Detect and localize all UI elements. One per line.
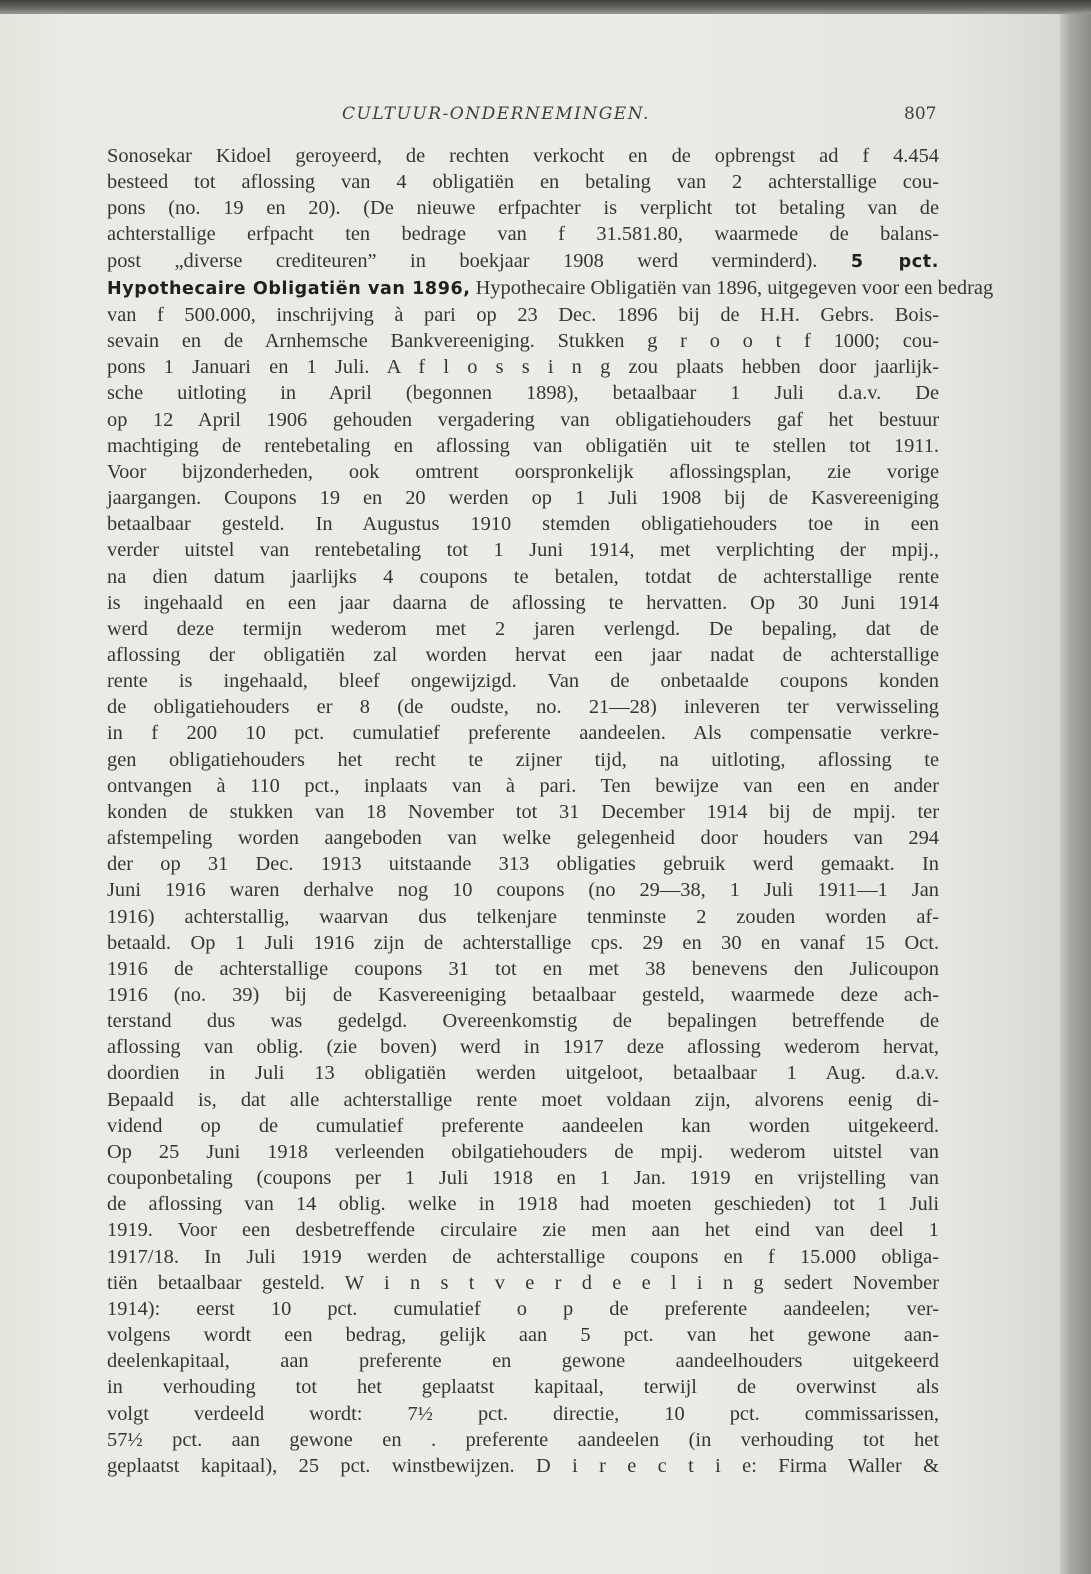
text-line: 1919. Voor een desbetreffende circulaire zie men aan het eind van deel 1 <box>107 1219 939 1242</box>
text-line: 1914): eerst 10 pct. cumulatief o p de preferente aandeelen; ver- <box>107 1297 939 1320</box>
text-line: de aflossing van 14 oblig. welke in 1918 had moeten geschieden) tot 1 Juli <box>107 1193 939 1216</box>
text-line-with-heading <box>107 275 994 302</box>
text-line: konden de stukken van 18 November tot 31 December 1914 bij de mpij. ter <box>107 800 939 823</box>
text-line: tiën betaalbaar gesteld. W i n s t v e r d e e l i n g sedert November <box>107 1271 939 1294</box>
text-line: 57½ pct. aan gewone en . preferente aandeelen (in verhouding tot het <box>107 1428 939 1451</box>
text-fragment: post „diverse crediteuren” in boekjaar 1908 werd verminderd). <box>107 249 818 272</box>
page-number: 807 <box>904 104 937 124</box>
text-line: ontvangen à 110 pct., inplaats van à pari. Ten bewijze van een en ander <box>107 774 939 797</box>
text-line: aflossing der obligatiën zal worden hervat een jaar nadat de achterstallige <box>107 643 939 666</box>
text-line: betaalbaar gesteld. In Augustus 1910 stemden obligatiehouders toe in een <box>107 513 939 536</box>
section-heading-title: Hypothecaire Obligatiën van 1896, <box>107 278 471 299</box>
text-line: van f 500.000, inschrijving à pari op 23 Dec. 1896 bij de H.H. Gebrs. Bois- <box>107 303 939 326</box>
text-line: in f 200 10 pct. cumulatief preferente aandeelen. Als compensatie verkre- <box>107 722 939 745</box>
text-line: doordien in Juli 13 obligatiën werden uitgeloot, betaalbaar 1 Aug. d.a.v. <box>107 1062 939 1085</box>
text-line: aflossing van oblig. (zie boven) werd in 1917 deze aflossing wederom hervat, <box>107 1036 939 1059</box>
section-heading-prefix: 5 pct. <box>850 251 939 272</box>
text-line: pons (no. 19 en 20). (De nieuwe erfpachter is verplicht tot betaling van de <box>107 197 939 220</box>
text-line: de obligatiehouders er 8 (de oudste, no. 21—28) inleveren ter verwisseling <box>107 696 939 719</box>
text-line: is ingehaald en een jaar daarna de aflossing te hervatten. Op 30 Juni 1914 <box>107 591 939 614</box>
text-line: volgt verdeeld wordt: 7½ pct. directie, 10 pct. commissarissen, <box>107 1402 939 1425</box>
body-text <box>107 143 994 1479</box>
text-line: sevain en de Arnhemsche Bankvereeniging. Stukken g r o o t f 1000; cou- <box>107 330 939 353</box>
text-line: Op 25 Juni 1918 verleenden obilgatiehouders de mpij. wederom uitstel van <box>107 1140 939 1163</box>
text-line: 1916 de achterstallige coupons 31 tot en met 38 benevens den Julicoupon <box>107 957 939 980</box>
text-line: afstempeling worden aangeboden van welke gelegenheid door houders van 294 <box>107 827 939 850</box>
text-line: na dien datum jaarlijks 4 coupons te betalen, totdat de achterstallige rente <box>107 565 939 588</box>
paper-page <box>0 14 1060 1574</box>
text-line: volgens wordt een bedrag, gelijk aan 5 pct. van het gewone aan- <box>107 1324 939 1347</box>
page-header <box>0 104 1060 134</box>
text-line: terstand dus was gedelgd. Overeenkomstig de bepalingen betreffende de <box>107 1010 939 1033</box>
text-line: der op 31 Dec. 1913 uitstaande 313 obligaties gebruik werd gemaakt. In <box>107 853 939 876</box>
text-line: achterstallige erfpacht ten bedrage van f 31.581.80, waarmede de balans- <box>107 223 939 246</box>
text-line: Voor bijzonderheden, ook omtrent oorspronkelijk aflossingsplan, zie vorige <box>107 460 939 483</box>
text-line: couponbetaling (coupons per 1 Juli 1918 en 1 Jan. 1919 en vrijstelling van <box>107 1167 939 1190</box>
running-title: CULTUUR-ONDERNEMINGEN. <box>342 104 650 124</box>
binding-gutter <box>1060 14 1091 1574</box>
text-line: vidend op de cumulatief preferente aandeelen kan worden uitgekeerd. <box>107 1114 939 1137</box>
text-line: Sonosekar Kidoel geroyeerd, de rechten verkocht en de opbrengst ad f 4.454 <box>107 145 939 167</box>
text-line: Juni 1916 waren derhalve nog 10 coupons (no 29—38, 1 Juli 1911—1 Jan <box>107 879 939 902</box>
text-line: in verhouding tot het geplaatst kapitaal, terwijl de overwinst als <box>107 1376 939 1399</box>
text-line: geplaatst kapitaal), 25 pct. winstbewijzen. D i r e c t i e: Firma Waller & <box>107 1454 939 1477</box>
text-line: machtiging de rentebetaling en aflossing van obligatiën uit te stellen tot 1911. <box>107 434 939 457</box>
text-line-with-heading <box>107 248 939 275</box>
text-line: jaargangen. Coupons 19 en 20 werden op 1 Juli 1908 bij de Kasvereeniging <box>107 487 939 510</box>
text-line: besteed tot aflossing van 4 obligatiën en betaling van 2 achterstallige cou- <box>107 171 939 194</box>
text-line: betaald. Op 1 Juli 1916 zijn de achterstallige cps. 29 en 30 en vanaf 15 Oct. <box>107 931 939 954</box>
text-fragment: Hypothecaire Obligatiën van 1896, uitgegeven voor een bedrag <box>475 276 994 299</box>
text-line: verder uitstel van rentebetaling tot 1 Juni 1914, met verplichting der mpij., <box>107 539 939 562</box>
text-line: Bepaald is, dat alle achterstallige rente moet voldaan zijn, alvorens eenig di- <box>107 1088 939 1111</box>
text-line: gen obligatiehouders het recht te zijner tijd, na uitloting, aflossing te <box>107 748 939 771</box>
text-line: 1916 (no. 39) bij de Kasvereeniging betaalbaar gesteld, waarmede deze ach- <box>107 984 939 1006</box>
text-line: 1916) achterstallig, waarvan dus telkenjare tenminste 2 zouden worden af- <box>107 905 939 928</box>
text-line: op 12 April 1906 gehouden vergadering van obligatiehouders gaf het bestuur <box>107 408 939 431</box>
text-line: rente is ingehaald, bleef ongewijzigd. Van de onbetaalde coupons konden <box>107 670 939 693</box>
text-line: pons 1 Januari en 1 Juli. A f l o s s i n g zou plaats hebben door jaarlijk- <box>107 356 939 379</box>
page-top-edge <box>0 0 1091 14</box>
text-line: deelenkapitaal, aan preferente en gewone aandeelhouders uitgekeerd <box>107 1350 939 1373</box>
text-line: sche uitloting in April (begonnen 1898), betaalbaar 1 Juli d.a.v. De <box>107 382 939 405</box>
text-line: 1917/18. In Juli 1919 werden de achterstallige coupons en f 15.000 obliga- <box>107 1245 939 1268</box>
text-line: werd deze termijn wederom met 2 jaren verlengd. De bepaling, dat de <box>107 617 939 640</box>
